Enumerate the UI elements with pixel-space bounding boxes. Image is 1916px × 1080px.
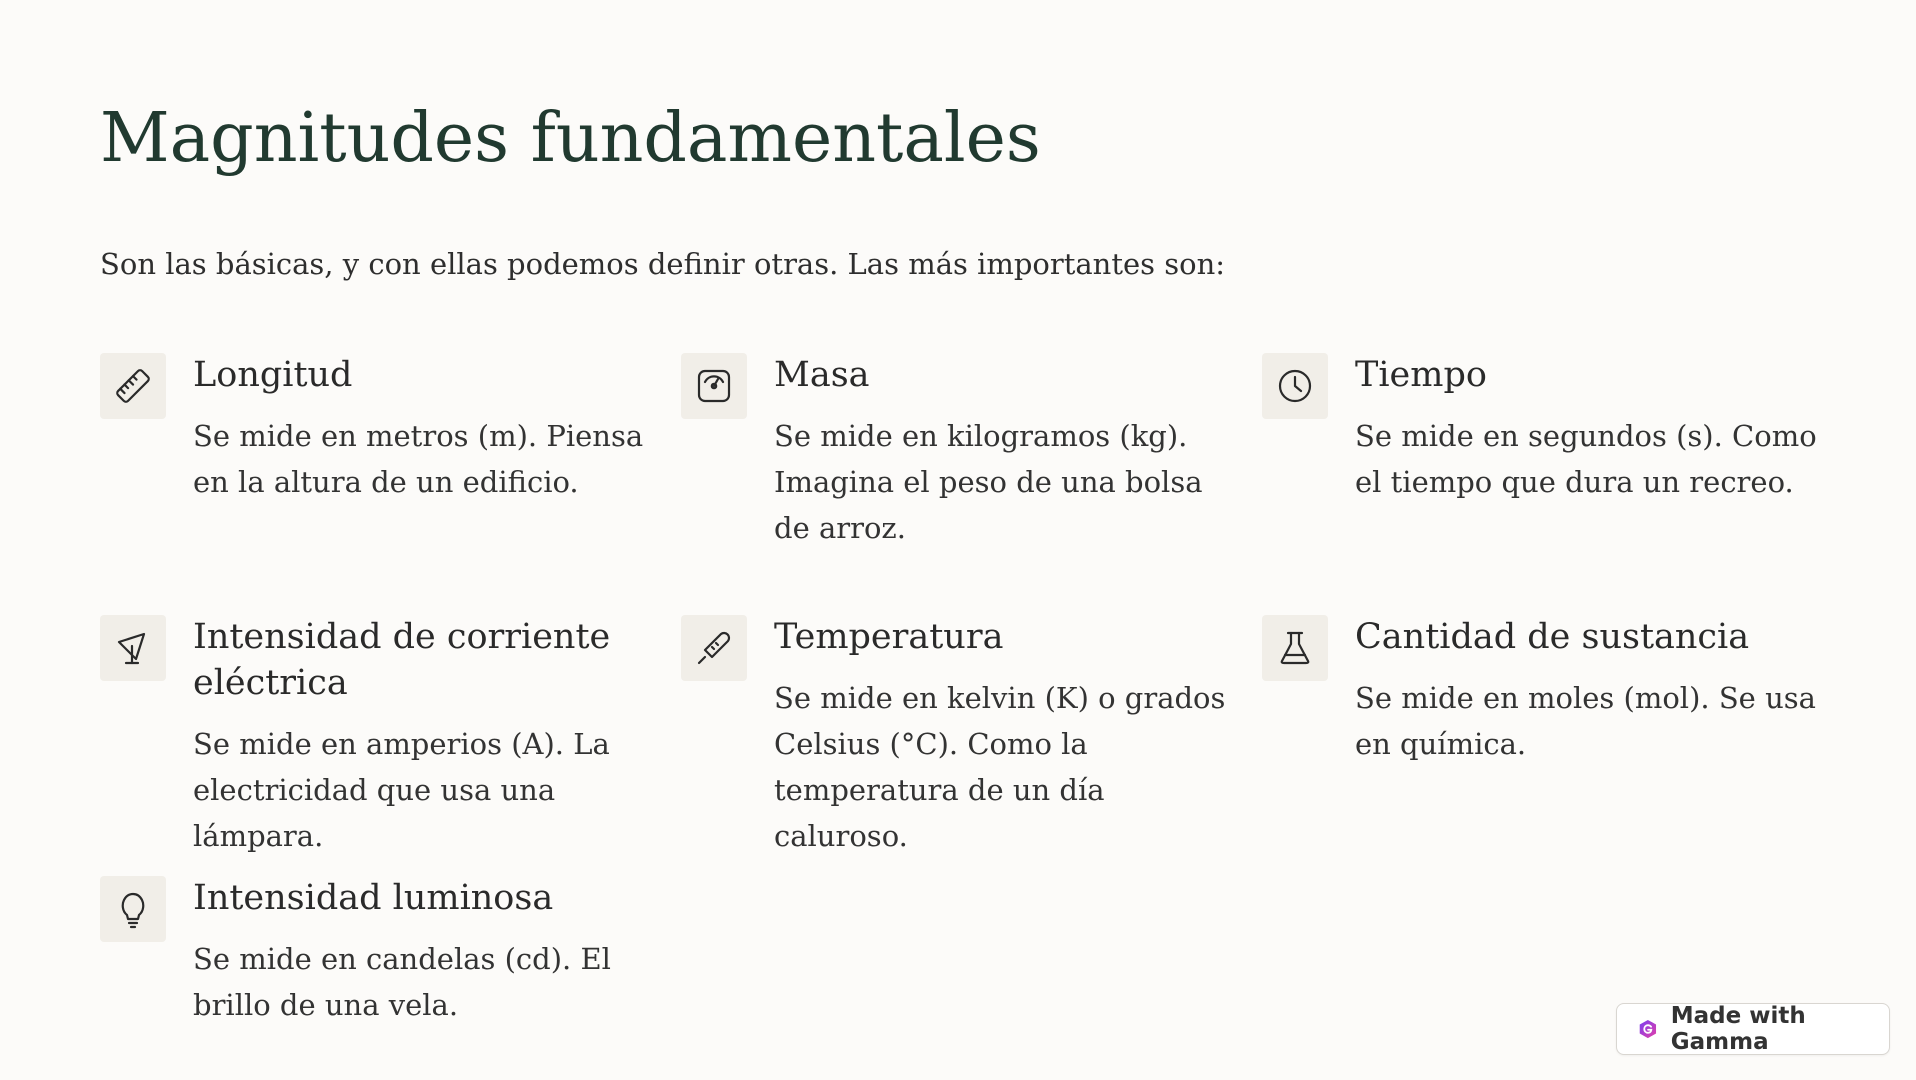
item-description: Se mide en kelvin (K) o grados Celsius (°C). Como la temperatura de un día caluroso.: [774, 681, 1226, 853]
item-description: Se mide en kilogramos (kg). Imagina el peso de una bolsa de arroz.: [774, 419, 1203, 545]
gamma-logo-icon: [1637, 1017, 1659, 1041]
intro-text: Son las básicas, y con ellas podemos definir otras. Las más importantes son:: [100, 247, 1226, 281]
flask-icon: [1262, 615, 1328, 681]
item-description: Se mide en moles (mol). Se usa en química.: [1355, 681, 1816, 761]
item-title: Intensidad luminosa: [193, 878, 554, 918]
page-title: Magnitudes fundamentales: [100, 99, 1041, 178]
item-title: Longitud: [193, 355, 353, 395]
ruler-icon: [100, 353, 166, 419]
item-description: Se mide en candelas (cd). El brillo de una vela.: [193, 942, 611, 1022]
item-description: Se mide en metros (m). Piensa en la altura de un edificio.: [193, 419, 644, 499]
scale-icon: [681, 353, 747, 419]
item-description: Se mide en segundos (s). Como el tiempo que dura un recreo.: [1355, 419, 1817, 499]
item-title: Tiempo: [1355, 355, 1487, 395]
item-description: Se mide en amperios (A). La electricidad que usa una lámpara.: [193, 727, 610, 853]
badge-label: Made with Gamma: [1670, 1003, 1806, 1055]
clock-icon: [1262, 353, 1328, 419]
lamp-icon: [100, 615, 166, 681]
lightbulb-icon: [100, 876, 166, 942]
thermometer-icon: [681, 615, 747, 681]
item-title: Masa: [774, 355, 870, 395]
made-with-gamma-button[interactable]: [1616, 1003, 1890, 1055]
item-title: Intensidad de corriente eléctrica: [193, 617, 611, 703]
item-title: Temperatura: [774, 617, 1004, 657]
item-title: Cantidad de sustancia: [1355, 617, 1750, 657]
